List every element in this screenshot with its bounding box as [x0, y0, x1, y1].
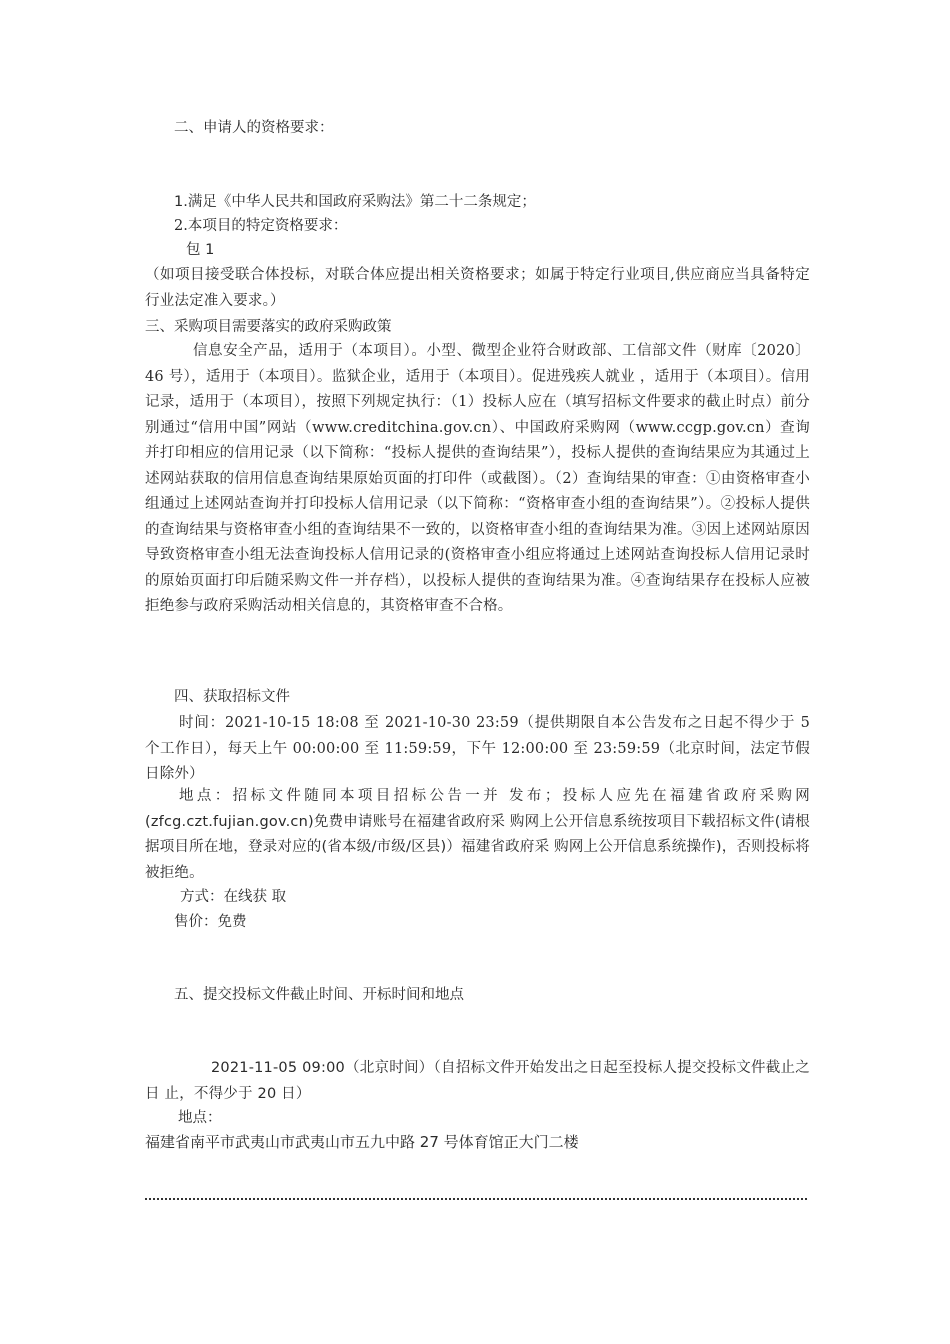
section-4-method: 方式：在线获 取 [180, 889, 287, 905]
section-4-heading: 四、获取招标文件 [174, 689, 290, 705]
section-4-price: 售价：免费 [174, 914, 247, 930]
section-4-time: 时间：2021-10-15 18:08 至 2021-10-30 23:59（提供期限自本公告发布之日起不得少于 5 个工作日），每天上午 00:00:00 至 11:59:59，下午 12:00:00 至 23:59:59（北京时间，法定节假日除外） [145, 715, 810, 782]
section-2-item-1: 1.满足《中华人民共和国政府采购法》第二十二条规定； [174, 194, 536, 210]
section-2-item-2: 2.本项目的特定资格要求： [174, 218, 348, 234]
section-2-note: （如项目接受联合体投标，对联合体应提出相关资格要求；如属于特定行业项目,供应商应当具备特定行业法定准入要求。） [145, 267, 810, 309]
package-label: 包 1 [186, 242, 215, 258]
section-5-location-value: 福建省南平市武夷山市武夷山市五九中路 27 号体育馆正大门二楼 [145, 1133, 579, 1151]
section-5-deadline: 2021-11-05 09:00（北京时间）（自招标文件开始发出之日起至投标人提交投标文件截止之日 止，不得少于 20 日） [145, 1060, 810, 1102]
section-3-heading: 三、采购项目需要落实的政府采购政策 [145, 319, 392, 335]
section-2-heading: 二、申请人的资格要求： [174, 120, 334, 136]
divider-rule [145, 1198, 807, 1200]
section-5-location-label: 地点： [178, 1110, 222, 1126]
section-3-body: 信息安全产品，适用于（本项目）。小型、微型企业符合财政部、工信部文件（财库〔2020〕46 号），适用于（本项目）。监狱企业，适用于（本项目）。促进残疾人就业 ，适用于（本项目）。信用记录，适用于（本项目），按照下列规定执行：（1）投标人应在（填写招标文件要求的截止时点）前分别通过“信用中国”网站（www.creditchina.gov.cn）、中国政府采购网（www.ccgp.gov.cn）查询并打印相应的信用记录（以下简称：“投标人提供的查询结果”），投标人提供的查询结果应为其通过上述网站获取的信用信息查询结果原始页面的打印件（或截图）。（2）查询结果的审查：①由资格审查小组通过上述网站查询并打印投标人信用记录（以下简称：“资格审查小组的查询结果”）。②投标人提供的查询结果与资格审查小组的查询结果不一致的，以资格审查小组的查询结果为准。③因上述网站原因导致资格审查小组无法查询投标人信用记录的(资格审查小组应将通过上述网站查询投标人信用记录时的原始页面打印后随采购文件一并存档），以投标人提供的查询结果为准。④查询结果存在投标人应被拒绝参与政府采购活动相关信息的，其资格审查不合格。 [145, 343, 810, 614]
section-5-heading: 五、提交投标文件截止时间、开标时间和地点 [174, 987, 464, 1003]
section-4-location: 地点：招标文件随同本项目招标公告一并 发布；投标人应先在福建省政府采购网(zfcg.czt.fujian.gov.cn)免费申请账号在福建省政府采 购网上公开信息系统按项目下载招标文件(请根据项目所在地，登录对应的(省本级/市级/区县)）福建省政府采 购网上公开信息系统操作)，否则投标将被拒绝。 [145, 788, 810, 881]
